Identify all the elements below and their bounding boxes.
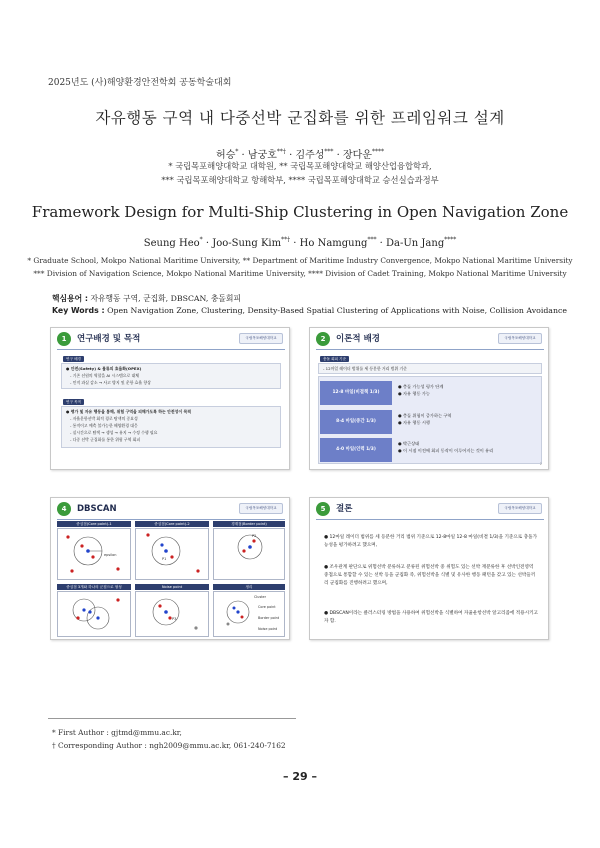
svg-text:P3: P3 <box>172 617 177 621</box>
affiliation-english-2: *** Division of Navigation Science, Mokpo National Maritime University, **** Division of Cadet Training, Mokpo National Maritime University <box>33 269 567 278</box>
svg-text:Core point: Core point <box>258 605 276 609</box>
slide-research-background <box>50 327 290 470</box>
panel-header: 정리 <box>213 584 285 590</box>
title-korean: 자유행동 구역 내 다중선박 군집화를 위한 프레임워크 설계 <box>95 109 505 127</box>
svg-text:Cluster: Cluster <box>254 595 267 599</box>
slide-title: 연구배경 및 목적 <box>77 334 141 344</box>
slide-number-badge: 4 <box>57 502 71 516</box>
svg-text:Border point: Border point <box>258 616 280 620</box>
range-desc-1: ● 충돌 가능성 평가 단계 ● 자유 행동 가능 <box>398 384 444 396</box>
conclusion-paragraph-2: ● 조우관계 판단으로 위험선박 분류하고 분류된 위험선박 중 위험도 있는 선박 재분류한 후 선박인전영역 중첩으로 통합할 수 있는 선박 등을 군집화 즉, 위험선박을 식별 및 유사한 행동 패턴을 갖고 있는 선박들끼리 군집화를 진행하려고 했으며, <box>324 565 536 586</box>
border-point-diagram <box>214 529 284 579</box>
panel-header: 중심점 3개와 하나의 군집으로 형성 <box>57 584 131 590</box>
university-logo: 국립목포해양대학교 <box>239 333 283 344</box>
slide-number-badge: 5 <box>316 502 330 516</box>
svg-text:Noise point: Noise point <box>258 627 278 631</box>
authors-english: Seung Heo* · Joo-Sung Kim**† · Ho Namgung*** · Da-Un Jang**** <box>143 236 457 249</box>
range-desc-2: ● 충돌 위험이 증가하는 구역 ● 자유 행동 시행 <box>398 413 452 425</box>
footnote-corresponding-author: † Corresponding Author : ngh2009@mmu.ac.kr, 061-240-7162 <box>52 741 286 750</box>
slide-title: DBSCAN <box>77 504 117 514</box>
slide-number-badge: 2 <box>316 332 330 346</box>
footnote-rule <box>48 718 296 719</box>
affiliation-english-1: * Graduate School, Mokpo National Maritime University, ** Department of Maritime Industry Convergence, Mokpo National Maritime University <box>27 256 573 265</box>
conference-name: 2025년도 (사)해양환경안전학회 공동학술대회 <box>48 78 232 88</box>
university-logo: 국립목포해양대학교 <box>239 503 283 514</box>
slide-title: 결론 <box>336 504 353 514</box>
affiliation-korean-1: * 국립목포해양대학교 대학원, ** 국립목포해양대학교 해양산업융합학과, <box>168 161 432 171</box>
content-box: ● 평가 및 자유 행동을 통해, 위험 구역을 피해가도록 하는 안전성이 목적 - 자율운항선박 회적 경로 탐색의 중요성 - 통적이고 예측 불가능한 해양환경 대응 - 실시간으로 탐색 → 생성 → 유지 → 수정 수행 필요 - 다중 선박 군집화를 통한 위험 구역 회피 <box>61 406 281 448</box>
page-number: – 29 – <box>283 770 317 783</box>
dbscan-panel-5 <box>135 591 209 637</box>
keywords-korean: 핵심용어 : 자유행동 구역, 군집화, DBSCAN, 충돌회피 <box>52 294 241 303</box>
title-english: Framework Design for Multi-Ship Clustering in Open Navigation Zone <box>31 203 569 221</box>
slide-theoretical-background: 2 이론적 배경 국립목포해양대학교 충돌 회피 기준 - 12마일 레이더 범위를 세 등분한 거리 범위 기준 12-8 마일(비결책 1/3) ● 충돌 가능성 평가 단계 ● 자유 행동 가능 8-4 마일(중간 1/3) ● 충돌 위험이 증가하는 구역 ● 자유 행동 시행 4-0 마일(인력 1/3) ● 박근상태 ● 이 시점 이전에 회피 동작이 이루어지는 것이 유리 2 <box>309 327 549 470</box>
dbscan-panel-2 <box>135 528 209 580</box>
subtitle-text: - 12마일 레이더 범위를 세 등분한 거리 범위 기준 <box>323 366 407 371</box>
dbscan-panel-1 <box>57 528 131 580</box>
range-band-2: 8-4 마일(중간 1/3) <box>320 410 392 434</box>
authors-korean: 허승* · 남궁호**† · 김주성*** · 장다운**** <box>216 148 384 161</box>
slide-number-badge: 1 <box>57 332 71 346</box>
panel-header: 경계점(Border point) <box>213 521 285 527</box>
conclusion-paragraph-3: ● DBSCAN이라는 클러스터링 방법을 사용하여 위험선박을 식별하여 자율운항선박 알고리즘에 적용시키고자 함. <box>324 611 538 624</box>
summary-diagram <box>214 592 284 636</box>
university-logo: 국립목포해양대학교 <box>498 503 542 514</box>
dbscan-panel-6 <box>213 591 285 637</box>
slide-conclusion <box>309 497 549 640</box>
section-tag: 연구 배경 <box>63 356 84 362</box>
section-tag: 연구 목적 <box>63 399 84 405</box>
range-band-3: 4-0 마일(인력 1/3) <box>320 438 392 462</box>
panel-header: 중심점(Core point)-2 <box>135 521 209 527</box>
footnote-first-author: * First Author : gjtmd@mmu.ac.kr, <box>52 728 182 737</box>
cluster-formation-diagram <box>58 592 130 636</box>
university-logo: 국립목포해양대학교 <box>498 333 542 344</box>
dbscan-panel-4 <box>57 591 131 637</box>
dbscan-panel-3 <box>213 528 285 580</box>
slide-title: 이론적 배경 <box>336 334 381 344</box>
section-tag: 충돌 회피 기준 <box>320 356 349 362</box>
content-box: ● 안전(Safety) & 물류의 효율화(OPEX) - 기존 선원의 역할을 AI 시스템으로 대체 - 인적 과실 감소 → 사고 방지 및 운항 효율 향상 <box>61 363 281 389</box>
svg-text:epsilon: epsilon <box>104 553 117 557</box>
affiliation-korean-2: *** 국립목포해양대학교 항해학부, **** 국립목포해양대학교 승선실습과정부 <box>161 175 439 185</box>
panel-header: 중심점(Core point)-1 <box>57 521 131 527</box>
keywords-english: Key Words : Open Navigation Zone, Clustering, Density-Based Spatial Clustering of Applications with Noise, Collision Avoidance <box>52 306 567 315</box>
svg-text:P2: P2 <box>252 534 257 538</box>
core-point-diagram-1 <box>58 529 130 579</box>
svg-text:P1: P1 <box>162 557 167 561</box>
conclusion-paragraph-1: ● 12마일 레이더 범위를 세 등분한 거리 범위 기준으로 12-8마일 12-8 마일(비결 1/3)을 기준으로 충돌가능성을 평가하려고 했으며, <box>324 535 538 548</box>
slide-dbscan <box>50 497 290 640</box>
range-band-1: 12-8 마일(비결책 1/3) <box>320 381 392 405</box>
core-point-diagram-2 <box>136 529 208 579</box>
range-desc-3: ● 박근상태 ● 이 시점 이전에 회피 동작이 이루어지는 것이 유리 <box>398 441 494 453</box>
noise-point-diagram <box>136 592 208 636</box>
panel-header: Noise point <box>135 584 209 590</box>
